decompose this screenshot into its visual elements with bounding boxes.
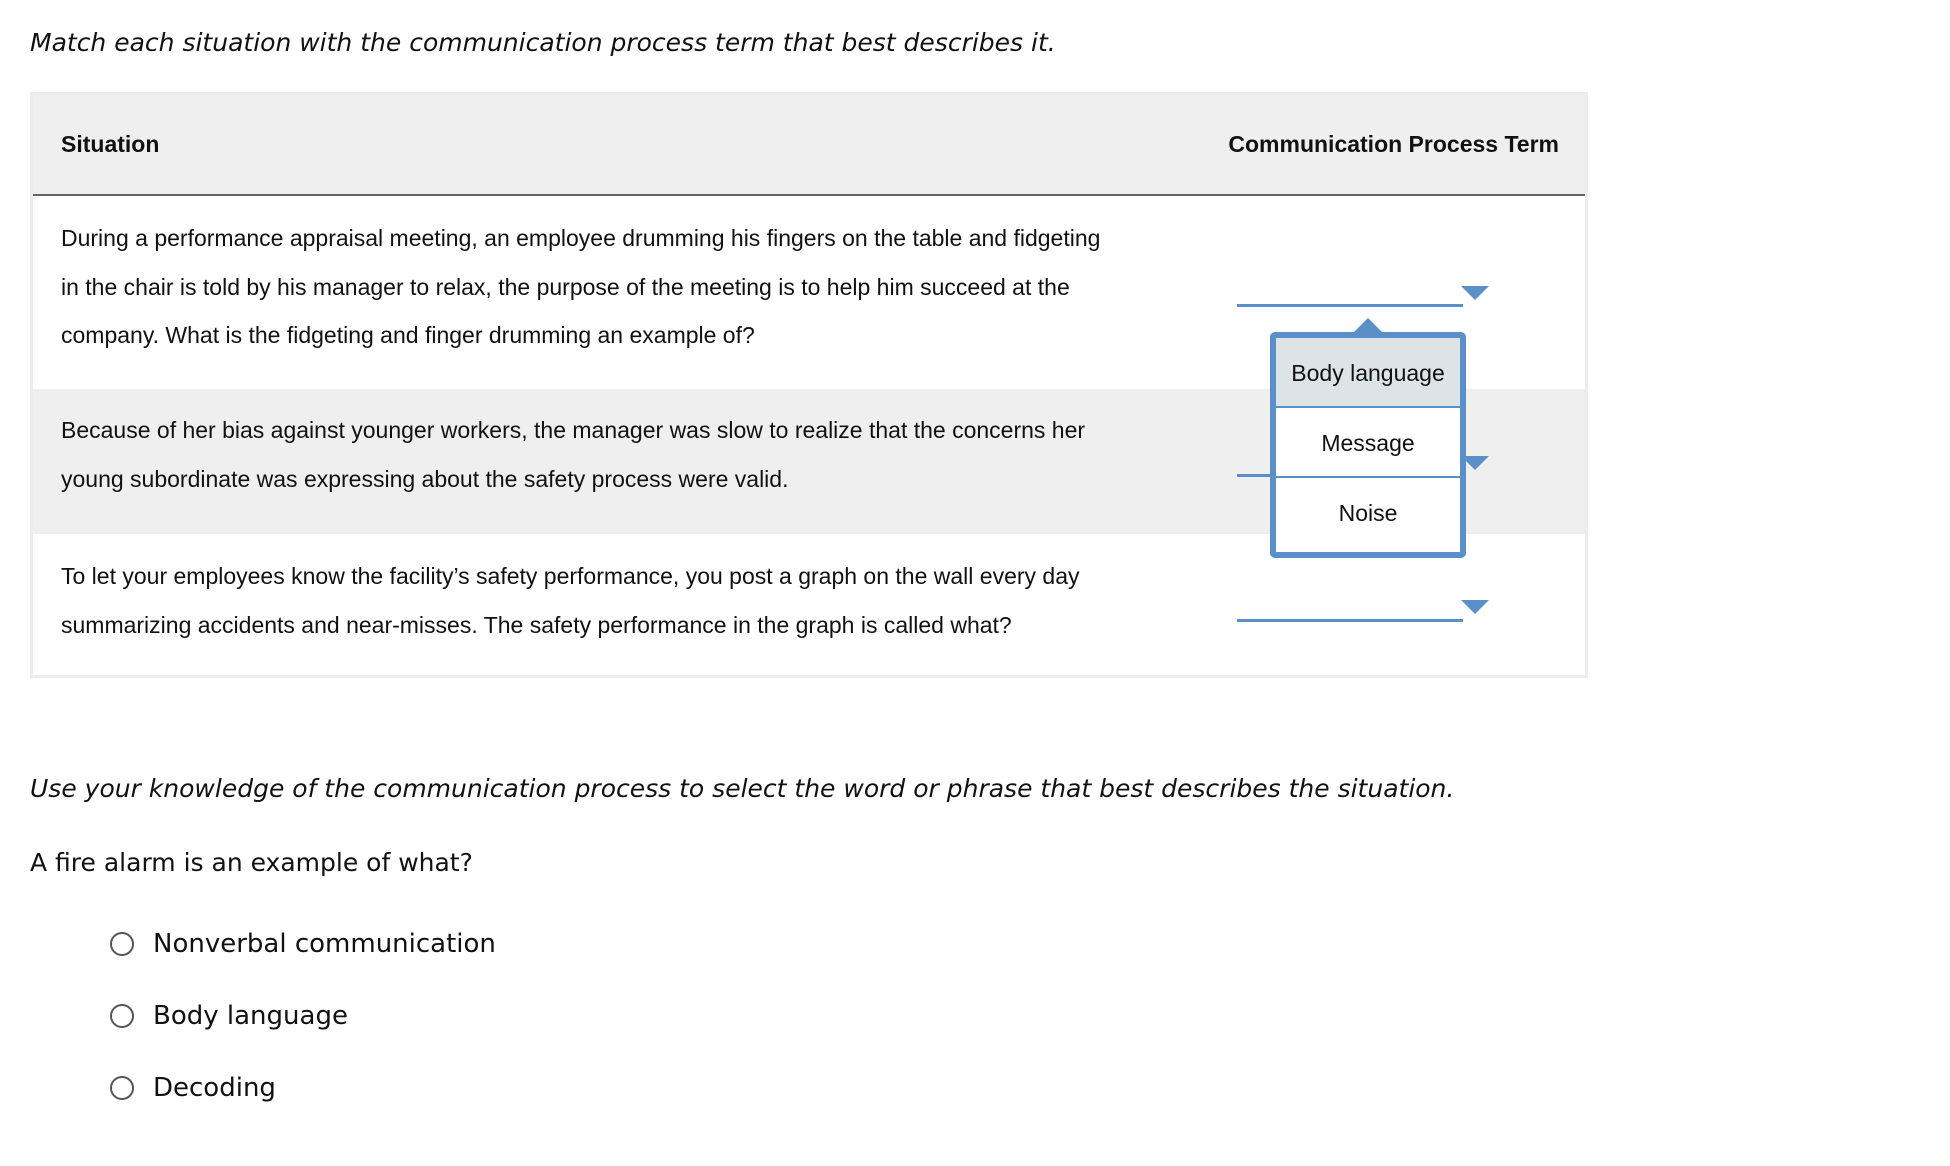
term-select-1[interactable] bbox=[1237, 304, 1463, 307]
situation-text bbox=[61, 552, 1191, 649]
situation-text bbox=[61, 406, 1191, 503]
table-header bbox=[33, 95, 1585, 196]
radio-button[interactable] bbox=[110, 932, 134, 956]
situation-column-header: Situation bbox=[61, 131, 160, 157]
radio-button[interactable] bbox=[110, 1004, 134, 1028]
question-text: A fire alarm is an example of what? bbox=[30, 848, 473, 877]
radio-button[interactable] bbox=[110, 1076, 134, 1100]
situation-text bbox=[61, 214, 1191, 360]
situation-line: To let your employees know the facility’s safety performance, you post a graph on the wall every day bbox=[61, 563, 1080, 589]
answer-label[interactable]: Nonverbal communication bbox=[153, 929, 496, 959]
answer-label[interactable]: Body language bbox=[153, 1001, 348, 1031]
chevron-down-icon[interactable] bbox=[1461, 600, 1489, 614]
term-select-3[interactable] bbox=[1237, 619, 1463, 622]
chevron-down-icon[interactable] bbox=[1461, 286, 1489, 300]
select-instructions: Use your knowledge of the communication process to select the word or phrase that best describes the situation. bbox=[30, 774, 1455, 803]
situation-line: in the chair is told by his manager to relax, the purpose of the meeting is to help him succeed at the bbox=[61, 273, 1070, 300]
situation-line: During a performance appraisal meeting, an employee drumming his fingers on the table and fidgeting bbox=[61, 225, 1101, 251]
dropdown-option-body-language[interactable]: Body language bbox=[1276, 338, 1460, 408]
situation-line: Because of her bias against younger workers, the manager was slow to realize that the concerns her bbox=[61, 417, 1086, 443]
situation-line: company. What is the fidgeting and finger drumming an example of? bbox=[61, 322, 755, 348]
dropdown-caret-icon bbox=[1353, 318, 1383, 333]
term-column-header: Communication Process Term bbox=[1228, 131, 1559, 157]
situation-line: summarizing accidents and near-misses. The safety performance in the graph is called what? bbox=[61, 611, 1012, 638]
dropdown-option-noise[interactable]: Noise bbox=[1338, 500, 1398, 526]
dropdown-option-message[interactable]: Message bbox=[1276, 408, 1460, 478]
answer-label[interactable]: Decoding bbox=[153, 1073, 276, 1103]
situation-line: young subordinate was expressing about the safety process were valid. bbox=[61, 465, 789, 492]
matching-instructions: Match each situation with the communication process term that best describes it. bbox=[30, 28, 1056, 57]
term-dropdown-menu bbox=[1270, 332, 1466, 558]
